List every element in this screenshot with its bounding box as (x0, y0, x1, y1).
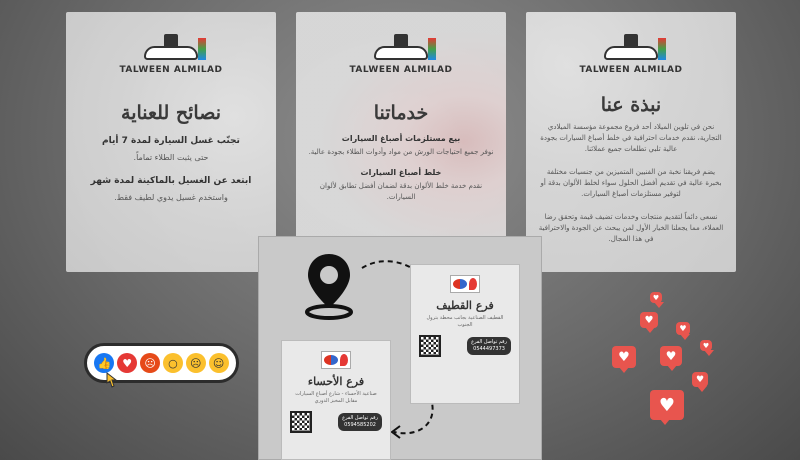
service-heading: بيع مستلزمات أصباغ السيارات (341, 134, 461, 143)
heart-icon: ♥ (692, 372, 708, 387)
map-flag-icon (321, 351, 351, 369)
tip-heading: ابتعد عن الغسيل بالماكينة لمدة شهر (90, 176, 252, 186)
branch-phone: 0544497373 (473, 346, 505, 352)
care-tips-title: نصائح للعناية (121, 102, 221, 124)
branch-title: فرع الأحساء (307, 375, 365, 388)
tip-text: حتى يثبت الطلاء تماماً. (133, 153, 209, 162)
branch-qatif (410, 264, 520, 404)
heart-icon: ♥ (700, 340, 712, 351)
branch-ahsa (281, 340, 391, 460)
wow-icon[interactable]: ○ (163, 353, 183, 373)
heart-icon: ♥ (660, 346, 682, 366)
hand-cursor-icon (103, 371, 119, 389)
tip-text: واستخدم غسيل يدوي لطيف فقط. (114, 193, 228, 202)
brand-name: TALWEEN ALMILAD (579, 65, 683, 75)
map-flag-icon (450, 275, 480, 293)
heart-icon: ♥ (612, 346, 636, 368)
branch-contact: رقم تواصل الفرع 0594585202 (338, 413, 382, 431)
branch-title: فرع القطيف (436, 299, 494, 312)
love-icon[interactable]: ♥ (117, 353, 137, 373)
services-title: خدماتنا (373, 102, 429, 124)
branch-address: القطيف الصناعية بجانب محطة بترول الجنوب (426, 315, 504, 328)
branch-address: صناعية الأحساء - شارع أصباغ السيارات مقابل المخبز الدوري (295, 391, 377, 404)
heart-icon: ♥ (676, 322, 690, 335)
brand-logo (111, 34, 231, 88)
brand-name: TALWEEN ALMILAD (349, 65, 453, 75)
brand-name: TALWEEN ALMILAD (119, 65, 223, 75)
branch-contact: رقم تواصل الفرع 0544497373 (467, 337, 511, 355)
location-pin-icon (300, 250, 358, 320)
about-paragraph: نسعى دائماً لتقديم منتجات وخدمات تضيف قيمة وتحقق رضا العملاء، مما يجعلنا الخيار الأول لمن يبحث عن الجودة والاحترافية في هذا المجال. (538, 213, 724, 243)
haha-icon[interactable]: ☺ (209, 353, 229, 373)
about-paragraph: نحن في تلوين الميلاد أحد فروع مجموعة مؤسسة الميلادي التجارية، نقدم خدمات احترافية في خلط أصباغ السيارات بجودة عالية تلبي تطلعات جميع عملائنا. (540, 123, 722, 153)
qr-code-icon (419, 335, 441, 357)
branch-phone: 0594585202 (344, 422, 376, 428)
about-panel (526, 12, 736, 272)
service-heading: خلط أصباغ السيارات (360, 168, 442, 177)
brand-logo (571, 34, 691, 88)
about-paragraph: يضم فريقنا نخبة من الفنيين المتميزين من جنسيات مختلفة بخبرة عالية في تقديم أفضل الحلول سواء لخلط الألوان بدقة أو لتوفير مستلزمات أصباغ السيارات. (540, 168, 722, 198)
heart-icon: ♥ (640, 312, 658, 328)
service-text: نوفر جميع احتياجات الورش من مواد وأدوات الطلاء بجودة عالية. (308, 148, 494, 156)
services-panel (296, 12, 506, 272)
heart-icon: ♥ (650, 292, 662, 303)
like-icon[interactable]: 👍 (94, 353, 114, 373)
tip-heading: تجنّب غسل السيارة لمدة 7 أيام (102, 136, 240, 146)
sad-icon[interactable]: ☹ (186, 353, 206, 373)
qr-code-icon (290, 411, 312, 433)
care-tips-panel (66, 12, 276, 272)
heart-icon: ♥ (650, 390, 684, 420)
angry-icon[interactable]: ☹ (140, 353, 160, 373)
about-title: نبذة عنا (600, 94, 662, 116)
brand-logo (341, 34, 461, 88)
service-text: نقدم خدمة خلط الألوان بدقة لضمان أفضل تطابق لألوان السيارات. (319, 182, 483, 201)
